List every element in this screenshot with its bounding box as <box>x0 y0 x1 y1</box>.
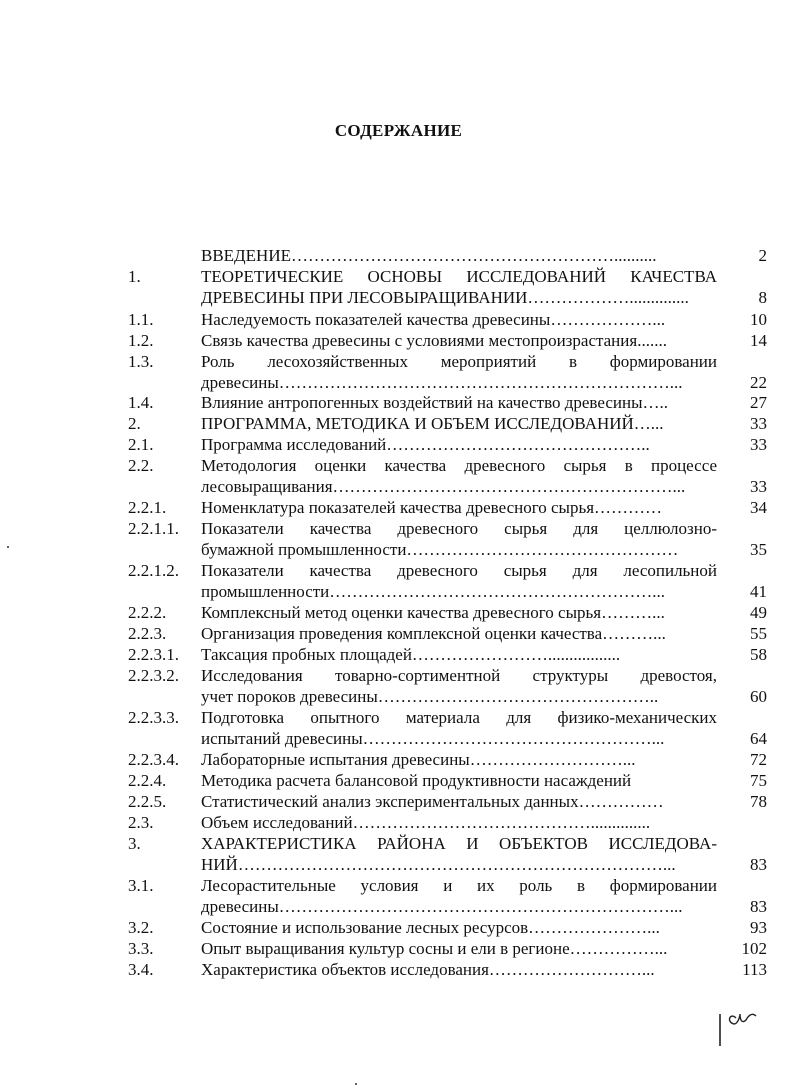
toc-entry-page: 41 <box>750 582 767 601</box>
page-title: СОДЕРЖАНИЕ <box>334 121 463 140</box>
toc-entry-line: лесовыращивания……………………………………………………... <box>201 477 686 496</box>
toc-entry-page: 33 <box>750 435 767 454</box>
toc-entry-number: 3. <box>128 834 141 853</box>
toc-entry-page: 49 <box>750 603 767 622</box>
toc-entry-page: 60 <box>750 687 767 706</box>
toc-entry-line: древесины……………………………………………………………... <box>201 373 683 392</box>
toc-entry-title <box>201 623 717 644</box>
toc-entry-number: 2.2.3.1. <box>128 645 179 664</box>
toc-entry-number: 2.2.3.3. <box>128 708 179 727</box>
toc-entry-number: 2.2.3.2. <box>128 666 179 685</box>
toc-entry-page: 14 <box>750 331 767 350</box>
toc-entry-line: Объем исследований…………………………………….............. <box>201 813 651 832</box>
toc-entry-title <box>201 309 717 330</box>
toc-entry-title <box>201 330 717 351</box>
toc-entry-number: 2.2.3. <box>128 624 167 643</box>
toc-entry-page: 34 <box>750 498 767 517</box>
toc-entry-line: ХАРАКТЕРИСТИКА РАЙОНА И ОБЪЕКТОВ ИССЛЕДОВА- <box>201 834 717 853</box>
toc-entry-title <box>201 959 717 980</box>
toc-entry-title <box>201 560 717 602</box>
toc-entry-line: Влияние антропогенных воздействий на качество древесины….. <box>201 393 668 412</box>
toc-entry-number: 2.1. <box>128 435 154 454</box>
toc-entry-line: Опыт выращивания культур сосны и ели в регионе……………... <box>201 939 668 958</box>
toc-entry-line: Методология оценки качества древесного сырья в процессе <box>201 456 717 475</box>
toc-entry-page: 2 <box>758 246 767 265</box>
toc-entry-line: Лабораторные испытания древесины………………………... <box>201 750 636 769</box>
toc-entry-title <box>201 812 717 833</box>
toc-entry-line: Методика расчета балансовой продуктивности насаждений <box>201 771 632 790</box>
toc-entry-line: Номенклатура показателей качества древесного сырья………… <box>201 498 663 517</box>
toc-entry-page: 64 <box>750 729 767 748</box>
toc-entry-line: ВВЕДЕНИЕ………………………………………………….......... <box>201 246 657 265</box>
toc-entry-number: 3.3. <box>128 939 154 958</box>
toc-entry-page: 33 <box>750 414 767 433</box>
toc-entry-line: Характеристика объектов исследования………………………... <box>201 960 655 979</box>
toc-entry-line: Таксация пробных площадей……………………................. <box>201 645 621 664</box>
toc-entry-line: Статистический анализ экспериментальных данных…………… <box>201 792 664 811</box>
toc-entry-number: 1.3. <box>128 352 154 371</box>
handwritten-mark <box>712 1002 772 1052</box>
toc-entry-line: ДРЕВЕСИНЫ ПРИ ЛЕСОВЫРАЩИВАНИИ……………….............. <box>201 288 689 307</box>
toc-entry-title <box>201 770 717 791</box>
toc-entry-line: Состояние и использование лесных ресурсов…………………... <box>201 918 660 937</box>
toc-entry-number: 1.1. <box>128 310 154 329</box>
toc-entry-number: 2.2.5. <box>128 792 167 811</box>
toc-entry-title <box>201 791 717 812</box>
toc-entry-number: 2.2.1. <box>128 498 167 517</box>
toc-entry-title <box>201 917 717 938</box>
toc-entry-number: 2.2.1.2. <box>128 561 179 580</box>
toc-entry-line: ТЕОРЕТИЧЕСКИЕ ОСНОВЫ ИССЛЕДОВАНИЙ КАЧЕСТВА <box>201 267 717 286</box>
toc-entry-title <box>201 644 717 665</box>
toc-entry-title <box>201 413 717 434</box>
toc-entry-title <box>201 938 717 959</box>
toc-entry-title <box>201 266 717 308</box>
toc-entry-page: 33 <box>750 477 767 496</box>
speck <box>355 1083 357 1085</box>
toc-entry-title <box>201 665 717 707</box>
toc-entry-line: Организация проведения комплексной оценки качества………... <box>201 624 666 643</box>
toc-entry-title <box>201 707 717 749</box>
toc-entry-page: 58 <box>750 645 767 664</box>
toc-entry-line: Подготовка опытного материала для физико-механических <box>201 708 717 727</box>
toc-entry-number: 3.4. <box>128 960 154 979</box>
toc-entry-line: древесины……………………………………………………………... <box>201 897 683 916</box>
toc-entry-title <box>201 351 717 393</box>
toc-entry-number: 2.3. <box>128 813 154 832</box>
toc-entry-page: 102 <box>741 939 767 958</box>
toc-entry-number: 2. <box>128 414 141 433</box>
toc-entry-line: бумажной промышленности………………………………………… <box>201 540 679 559</box>
toc-entry-number: 1. <box>128 267 141 286</box>
toc-entry-line: Лесорастительные условия и их роль в формировании <box>201 876 717 895</box>
toc-entry-title <box>201 434 717 455</box>
toc-entry-title <box>201 875 717 917</box>
toc-entry-page: 75 <box>750 771 767 790</box>
toc-entry-number: 3.2. <box>128 918 154 937</box>
toc-entry-line: НИЙ…………………………………………………………………... <box>201 855 676 874</box>
toc-entry-line: Комплексный метод оценки качества древесного сырья………... <box>201 603 665 622</box>
toc-entry-title <box>201 245 717 266</box>
toc-entry-number: 2.2.4. <box>128 771 167 790</box>
toc-entry-page: 55 <box>750 624 767 643</box>
toc-entry-line: испытаний древесины……………………………………………... <box>201 729 665 748</box>
toc-entry-title <box>201 392 717 413</box>
toc-entry-title <box>201 518 717 560</box>
toc-entry-number: 2.2.3.4. <box>128 750 179 769</box>
toc-entry-number: 2.2.1.1. <box>128 519 179 538</box>
toc-entry-page: 83 <box>750 855 767 874</box>
toc-entry-page: 35 <box>750 540 767 559</box>
toc-entry-number: 1.4. <box>128 393 154 412</box>
toc-entry-title <box>201 602 717 623</box>
toc-entry-line: Показатели качества древесного сырья для целлюлозно- <box>201 519 717 538</box>
toc-entry-line: Показатели качества древесного сырья для лесопильной <box>201 561 717 580</box>
toc-entry-line: ПРОГРАММА, МЕТОДИКА И ОБЪЕМ ИССЛЕДОВАНИЙ…... <box>201 414 664 433</box>
toc-entry-number: 2.2. <box>128 456 154 475</box>
toc-entry-line: Роль лесохозяйственных мероприятий в формировании <box>201 352 717 371</box>
toc-entry-title <box>201 833 717 875</box>
toc-entry-page: 22 <box>750 373 767 392</box>
toc-entry-number: 3.1. <box>128 876 154 895</box>
toc-entry-page: 27 <box>750 393 767 412</box>
toc-entry-page: 113 <box>742 960 767 979</box>
toc-entry-number: 1.2. <box>128 331 154 350</box>
toc-entry-number: 2.2.2. <box>128 603 167 622</box>
toc-entry-page: 83 <box>750 897 767 916</box>
toc-entry-page: 72 <box>750 750 767 769</box>
toc-entry-line: Связь качества древесины с условиями местопроизрастания....... <box>201 331 667 350</box>
toc-entry-line: Программа исследований……………………………………….. <box>201 435 650 454</box>
toc-entry-line: Исследования товарно-сортиментной структуры древостоя, <box>201 666 717 685</box>
toc-entry-title <box>201 455 717 497</box>
toc-entry-page: 8 <box>758 288 767 307</box>
toc-entry-title <box>201 749 717 770</box>
toc-entry-line: промышленности…………………………………………………... <box>201 582 666 601</box>
toc-entry-page: 78 <box>750 792 767 811</box>
toc-entry-page: 93 <box>750 918 767 937</box>
toc-entry-line: учет пороков древесины………………………………………….. <box>201 687 659 706</box>
toc-entry-page: 10 <box>750 310 767 329</box>
toc-entry-line: Наследуемость показателей качества древесины………………... <box>201 310 666 329</box>
speck <box>7 546 9 548</box>
toc-entry-title <box>201 497 717 518</box>
